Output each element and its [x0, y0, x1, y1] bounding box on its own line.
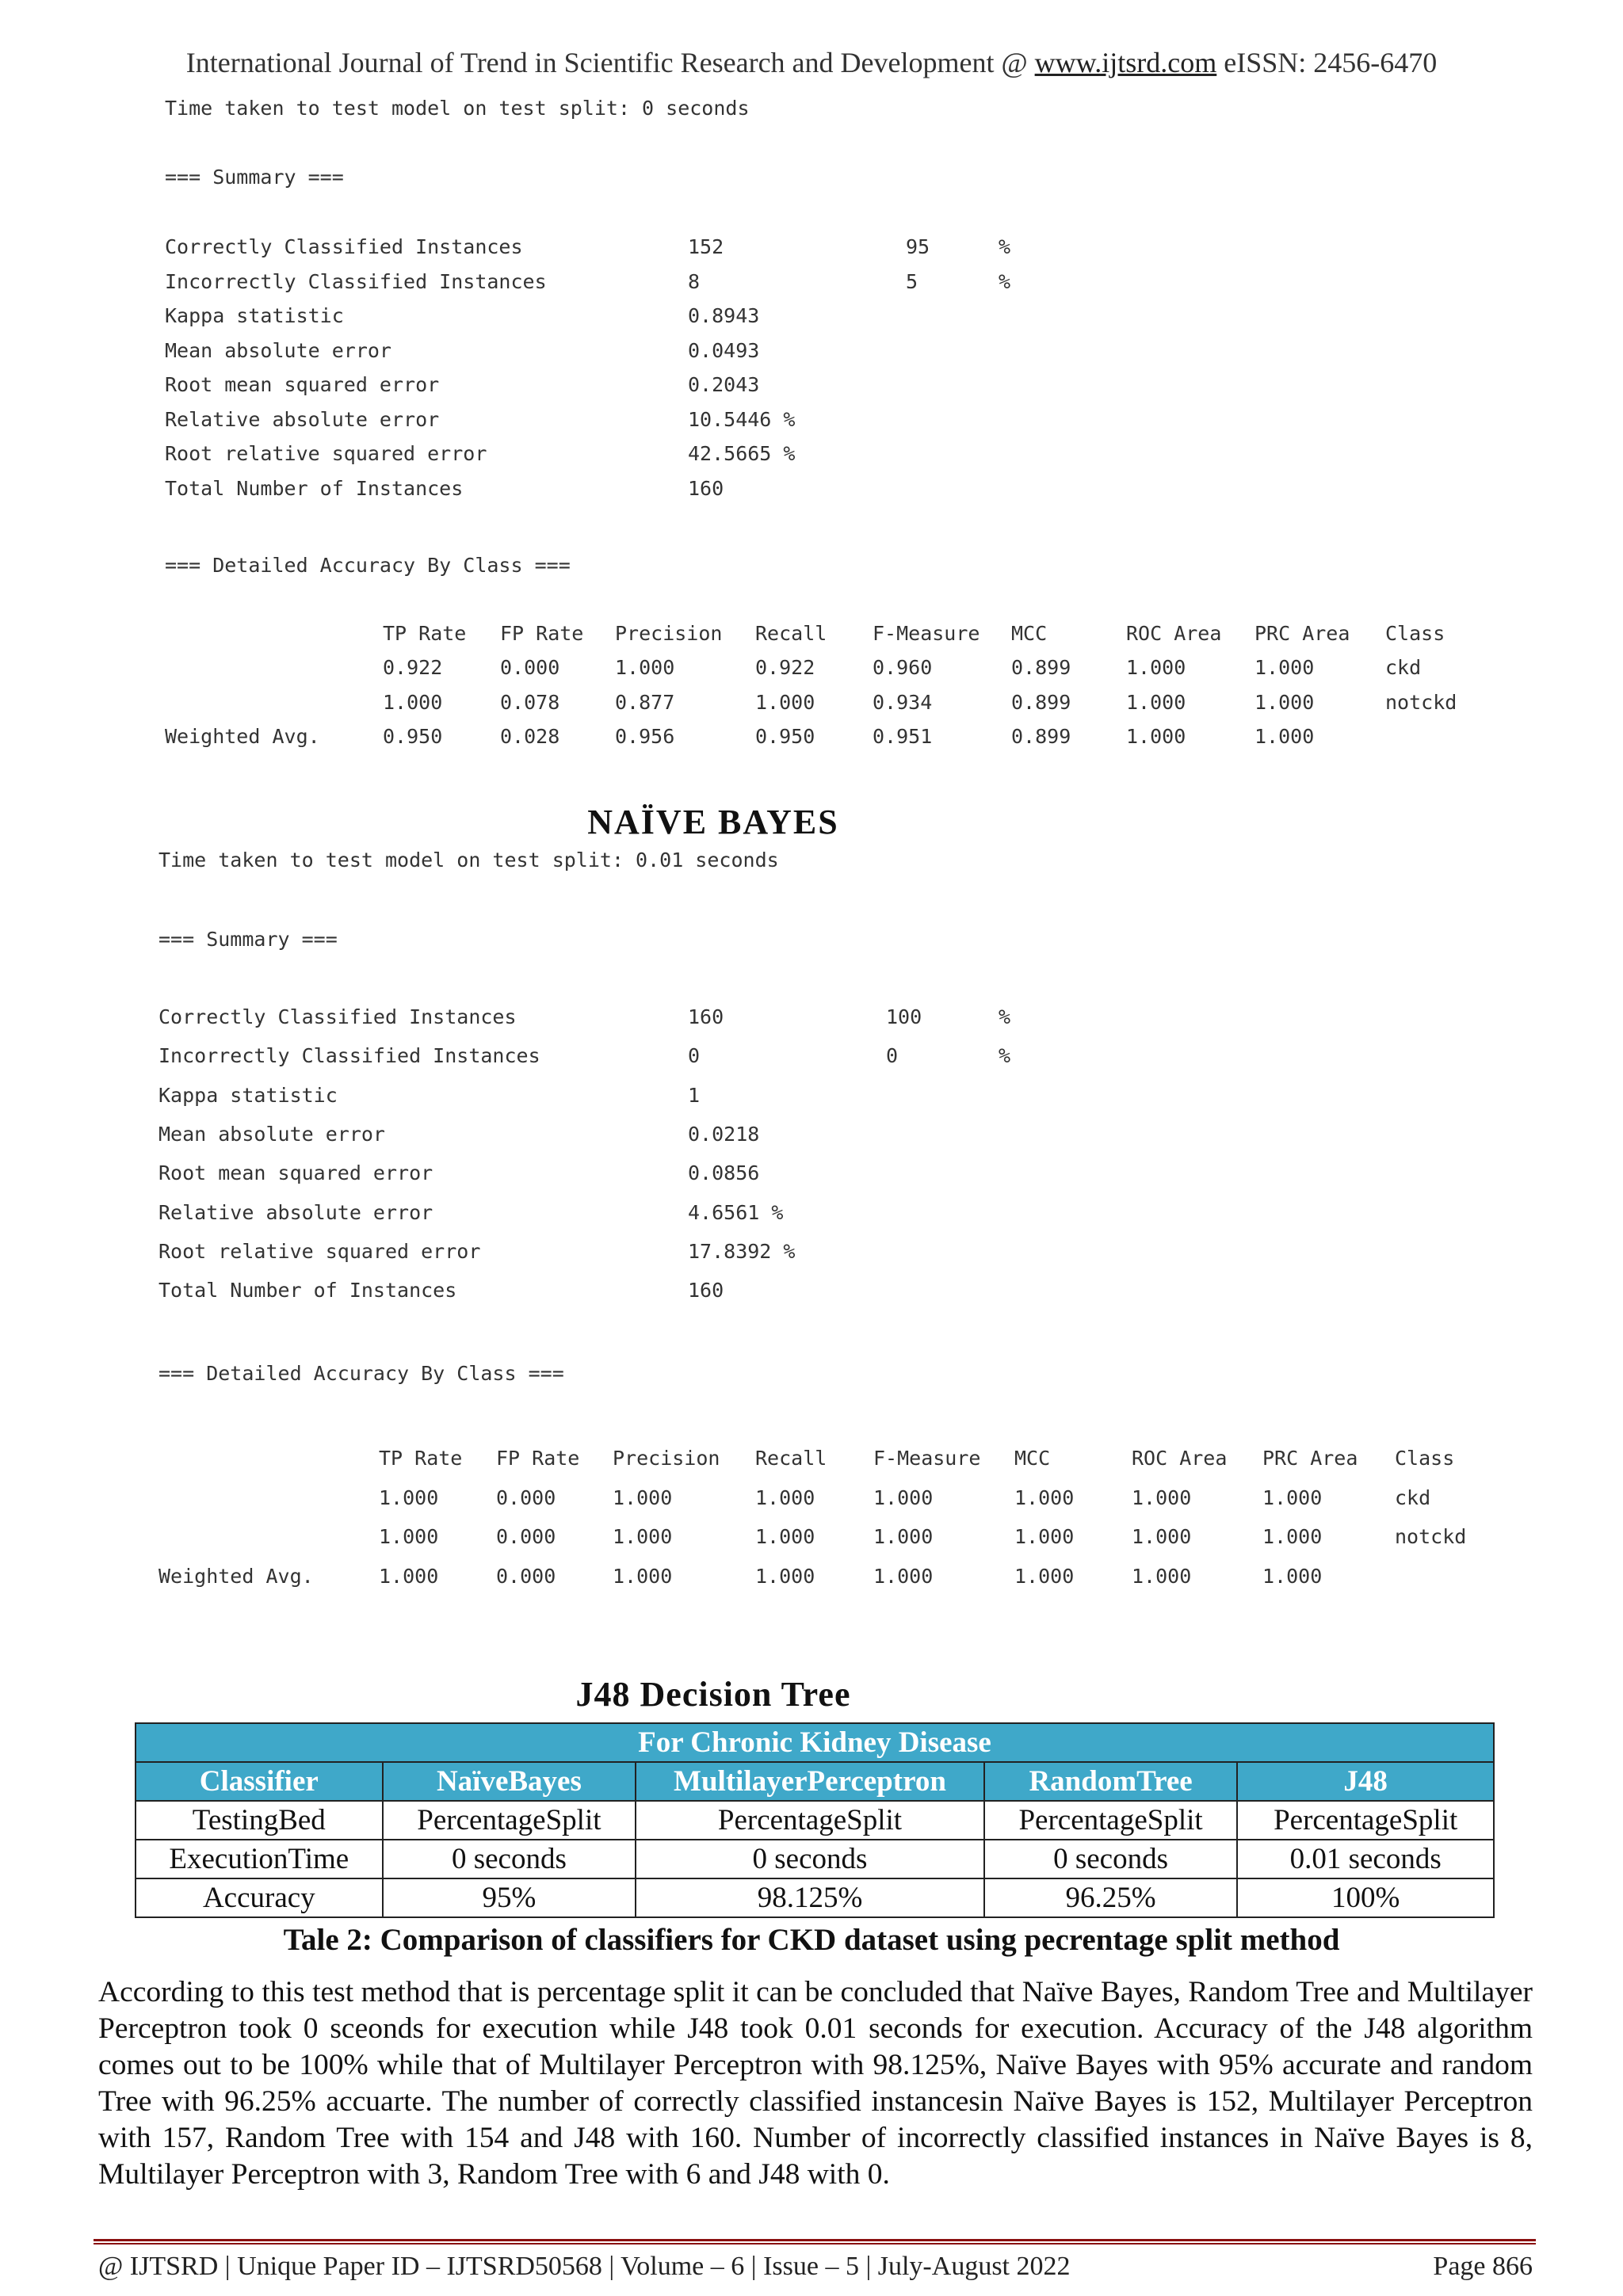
summary-label: Root relative squared error — [165, 442, 487, 465]
accuracy-column-header: F-Measure — [873, 1447, 981, 1470]
footer-rule-thin — [94, 2243, 1536, 2245]
accuracy-cell: 1.000 — [1132, 1525, 1192, 1549]
summary-unit: % — [999, 1005, 1011, 1028]
naive-bayes-title: NAÏVE BAYES — [587, 803, 839, 841]
summary-label: Relative absolute error — [158, 1200, 433, 1224]
accuracy-column-header: FP Rate — [496, 1447, 580, 1470]
table-cell: 0 seconds — [636, 1840, 984, 1878]
accuracy-cell: 1.000 — [1132, 1486, 1192, 1509]
summary-label: Incorrectly Classified Instances — [158, 1044, 540, 1068]
summary-value: 152 — [688, 235, 724, 258]
page-number: Page 866 — [1433, 2252, 1533, 2281]
comparison-table — [135, 1722, 1495, 1918]
summary-value: 8 — [688, 269, 701, 293]
summary-value: 0.2043 — [688, 373, 760, 396]
accuracy-cell: 0.078 — [500, 690, 560, 714]
accuracy-cell: 1.000 — [1126, 690, 1186, 714]
accuracy-cell: 1.000 — [379, 1564, 439, 1588]
accuracy-cell: notckd — [1385, 690, 1457, 714]
table-cell: PercentageSplit — [1237, 1801, 1494, 1840]
accuracy-cell: 1.000 — [755, 1525, 815, 1549]
weighted-avg-label: Weighted Avg. — [165, 725, 320, 748]
accuracy-column-header: TP Rate — [379, 1447, 463, 1470]
header-j48: J48 — [1237, 1762, 1494, 1801]
accuracy-cell: 1.000 — [755, 1486, 815, 1509]
summary-value: 160 — [688, 1279, 724, 1302]
accuracy-cell: 0.899 — [1011, 690, 1071, 714]
accuracy-cell: 0.899 — [1011, 725, 1071, 748]
summary-percent: 0 — [886, 1044, 899, 1068]
accuracy-cell: 1.000 — [383, 690, 443, 714]
weighted-avg-label: Weighted Avg. — [158, 1564, 314, 1588]
accuracy-cell: 0.028 — [500, 725, 560, 748]
summary-label: Root mean squared error — [158, 1161, 433, 1185]
summary-value: 17.8392 % — [688, 1239, 796, 1263]
accuracy-cell: 1.000 — [1262, 1525, 1323, 1549]
summary-percent: 5 — [906, 269, 918, 293]
summary-label: Correctly Classified Instances — [165, 235, 523, 258]
accuracy-cell: ckd — [1395, 1486, 1431, 1509]
accuracy-cell: 1.000 — [1014, 1525, 1075, 1549]
header-naive-bayes: NaïveBayes — [383, 1762, 636, 1801]
accuracy-column-header: Recall — [755, 1447, 827, 1470]
summary-unit: % — [999, 235, 1011, 258]
summary-label: Correctly Classified Instances — [158, 1005, 517, 1028]
accuracy-cell: 1.000 — [1126, 725, 1186, 748]
journal-name: International Journal of Trend in Scientific Research and Development @ — [185, 47, 1035, 78]
page-footer — [98, 2252, 1533, 2282]
header-multilayer-perceptron: MultilayerPerceptron — [636, 1762, 984, 1801]
summary-value: 1 — [688, 1083, 701, 1107]
accuracy-cell: 1.000 — [379, 1486, 439, 1509]
summary-value: 4.6561 % — [688, 1200, 784, 1224]
table-cell: 0.01 seconds — [1237, 1840, 1494, 1878]
summary-heading: === Summary === — [158, 928, 338, 951]
accuracy-cell: 0.950 — [383, 725, 443, 748]
j48-decision-tree-title: J48 Decision Tree — [575, 1675, 851, 1714]
accuracy-column-header: MCC — [1011, 622, 1048, 645]
table-caption: Tale 2: Comparison of classifiers for CKD dataset using pecrentage split method — [283, 1923, 1340, 1957]
accuracy-cell: 0.000 — [496, 1564, 556, 1588]
accuracy-cell: 0.956 — [615, 725, 675, 748]
header-classifier: Classifier — [136, 1762, 383, 1801]
header-random-tree: RandomTree — [984, 1762, 1238, 1801]
accuracy-cell: 1.000 — [615, 656, 675, 679]
summary-value: 160 — [688, 1005, 724, 1028]
summary-label: Root mean squared error — [165, 373, 440, 396]
summary-value: 42.5665 % — [688, 442, 796, 465]
footer-info: @ IJTSRD | Unique Paper ID – IJTSRD50568 | Volume – 6 | Issue – 5 | July-August 2022 — [98, 2252, 1071, 2281]
summary-unit: % — [999, 269, 1011, 293]
accuracy-column-header: F-Measure — [873, 622, 980, 645]
table-cell: PercentageSplit — [636, 1801, 984, 1840]
table-cell: 0 seconds — [383, 1840, 636, 1878]
accuracy-cell: 1.000 — [1254, 690, 1315, 714]
summary-label: Total Number of Instances — [158, 1279, 457, 1302]
detailed-accuracy-heading: === Detailed Accuracy By Class === — [158, 1362, 564, 1385]
accuracy-cell: ckd — [1385, 656, 1422, 679]
table-cell: 0 seconds — [984, 1840, 1238, 1878]
summary-label: Mean absolute error — [165, 338, 391, 362]
accuracy-cell: 1.000 — [613, 1564, 673, 1588]
accuracy-cell: 0.922 — [383, 656, 443, 679]
table-cell: PercentageSplit — [984, 1801, 1238, 1840]
accuracy-cell: 1.000 — [1132, 1564, 1192, 1588]
accuracy-column-header: Recall — [755, 622, 827, 645]
accuracy-cell: 0.950 — [755, 725, 815, 748]
accuracy-column-header: PRC Area — [1262, 1447, 1358, 1470]
summary-label: Root relative squared error — [158, 1239, 481, 1263]
summary-label: Incorrectly Classified Instances — [165, 269, 547, 293]
accuracy-cell: 0.960 — [873, 656, 933, 679]
accuracy-cell: notckd — [1395, 1525, 1467, 1549]
time-taken-line: Time taken to test model on test split: 0 seconds — [165, 97, 750, 120]
table-row — [136, 1801, 1494, 1840]
summary-value: 0 — [688, 1044, 701, 1068]
accuracy-column-header: MCC — [1014, 1447, 1051, 1470]
table-cell: Accuracy — [136, 1878, 383, 1917]
detailed-accuracy-heading: === Detailed Accuracy By Class === — [165, 554, 571, 577]
accuracy-cell: 1.000 — [1014, 1564, 1075, 1588]
accuracy-cell: 1.000 — [1262, 1564, 1323, 1588]
accuracy-column-header: Class — [1395, 1447, 1455, 1470]
table-cell: 98.125% — [636, 1878, 984, 1917]
accuracy-cell: 1.000 — [613, 1525, 673, 1549]
accuracy-column-header: TP Rate — [383, 622, 467, 645]
accuracy-cell: 0.000 — [496, 1525, 556, 1549]
accuracy-cell: 1.000 — [1014, 1486, 1075, 1509]
summary-value: 0.0856 — [688, 1161, 760, 1185]
accuracy-cell: 1.000 — [755, 1564, 815, 1588]
summary-percent: 100 — [886, 1005, 922, 1028]
accuracy-column-header: Class — [1385, 622, 1445, 645]
table-row — [136, 1840, 1494, 1878]
accuracy-column-header: ROC Area — [1132, 1447, 1228, 1470]
table-cell: 95% — [383, 1878, 636, 1917]
footer-rule — [94, 2239, 1536, 2241]
accuracy-column-header: Precision — [613, 1447, 720, 1470]
journal-header — [0, 46, 1623, 79]
accuracy-cell: 1.000 — [873, 1525, 934, 1549]
table-title: For Chronic Kidney Disease — [136, 1723, 1494, 1762]
accuracy-cell: 1.000 — [1262, 1486, 1323, 1509]
journal-url-link[interactable]: www.ijtsrd.com — [1034, 47, 1217, 78]
accuracy-cell: 0.951 — [873, 725, 933, 748]
summary-value: 10.5446 % — [688, 407, 796, 431]
summary-heading: === Summary === — [165, 166, 344, 189]
accuracy-cell: 0.877 — [615, 690, 675, 714]
accuracy-cell: 1.000 — [873, 1486, 934, 1509]
table-cell: 100% — [1237, 1878, 1494, 1917]
summary-value: 0.0218 — [688, 1122, 760, 1146]
accuracy-cell: 0.000 — [496, 1486, 556, 1509]
accuracy-cell: 0.000 — [500, 656, 560, 679]
summary-label: Kappa statistic — [165, 304, 344, 327]
accuracy-column-header: FP Rate — [500, 622, 584, 645]
accuracy-cell: 0.922 — [755, 656, 815, 679]
accuracy-cell: 1.000 — [755, 690, 815, 714]
accuracy-cell: 1.000 — [379, 1525, 439, 1549]
summary-value: 0.0493 — [688, 338, 760, 362]
accuracy-cell: 1.000 — [873, 1564, 934, 1588]
accuracy-cell: 1.000 — [613, 1486, 673, 1509]
table-cell: PercentageSplit — [383, 1801, 636, 1840]
table-cell: TestingBed — [136, 1801, 383, 1840]
summary-value: 160 — [688, 476, 724, 500]
table-cell: 96.25% — [984, 1878, 1238, 1917]
journal-issn: eISSN: 2456-6470 — [1216, 47, 1438, 78]
accuracy-column-header: PRC Area — [1254, 622, 1350, 645]
accuracy-cell: 0.934 — [873, 690, 933, 714]
summary-label: Relative absolute error — [165, 407, 440, 431]
summary-unit: % — [999, 1044, 1011, 1068]
accuracy-column-header: ROC Area — [1126, 622, 1222, 645]
accuracy-cell: 1.000 — [1254, 656, 1315, 679]
body-paragraph: According to this test method that is percentage split it can be concluded that Naïve Bayes, Random Tree and Multilayer Perceptron took 0 sceonds for execution while J48 took 0.01 seconds for execution. Accuracy of the J48 algorithm comes out to be 100% while that of Multilayer Perceptron with 98.125%, Naïve Bayes with 95% accurate and random Tree with 96.25% accuarte. The number of correctly classified instancesin Naïve Bayes is 152, Multilayer Perceptron with 157, Random Tree with 154 and J48 with 160. Number of incorrectly classified instances in Naïve Bayes is 8, Multilayer Perceptron with 3, Random Tree with 6 and J48 with 0. — [98, 1976, 1533, 2191]
accuracy-cell: 1.000 — [1254, 725, 1315, 748]
accuracy-cell: 0.899 — [1011, 656, 1071, 679]
time-taken-line: Time taken to test model on test split: 0.01 seconds — [158, 849, 779, 871]
summary-label: Mean absolute error — [158, 1122, 385, 1146]
summary-label: Kappa statistic — [158, 1083, 338, 1107]
table-cell: ExecutionTime — [136, 1840, 383, 1878]
summary-value: 0.8943 — [688, 304, 760, 327]
accuracy-column-header: Precision — [615, 622, 723, 645]
table-row — [136, 1878, 1494, 1917]
summary-percent: 95 — [906, 235, 930, 258]
accuracy-cell: 1.000 — [1126, 656, 1186, 679]
summary-label: Total Number of Instances — [165, 476, 464, 500]
